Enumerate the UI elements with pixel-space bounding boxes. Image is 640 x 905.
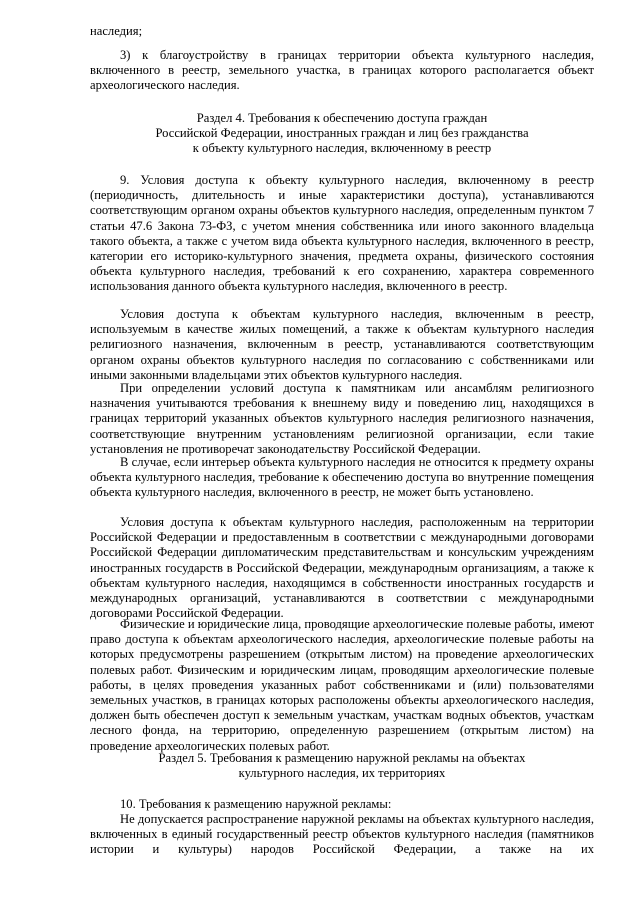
paragraph-archaeological: Физические и юридические лица, проводящие археологические полевые работы, имеют право доступа к объектам археологического наследия, археологические полевые работы на которых предусмотрены разрешением (открытым листом) на проведение археологических полевых работ. Физическим и юридическим лицам, проводящим археологические полевые работы, в целях проведения указанных работ собственниками и (или) пользователями земельных участков, в границах которых расположены объекты археологического наследия, должен быть обеспечен доступ к земельным участкам, участкам водных объектов, участкам лесного фонда, на территорию, определенную разрешением (открытым листом) на проведение археологических полевых работ. [90,617,595,753]
section-4-title-line-3: к объекту культурного наследия, включенному в реестр [192,141,492,156]
paragraph-diplomatic: Условия доступа к объектам культурного наследия, расположенным на территории Российской Федерации и предоставленным в соответствии с международными договорами Российской Федерации дипломатическим представительствам и консульским учреждениям иностранных государств в Российской Федерации, международным организациям, а также к объектам культурного наследия, находящимся в собственности иностранных государств и международных организаций, устанавливаются в соответствии с международными договорами Российской Федерации. [90,515,594,621]
paragraph-interior: В случае, если интерьер объекта культурного наследия не относится к предмету охраны объекта культурного наследия, требование к обеспечению доступа во внутренние помещения объекта культурного наследия, включенного в реестр, не может быть установлено. [90,455,594,500]
section-5-title-line-1: Раздел 5. Требования к размещению наружной рекламы на объектах [158,751,526,765]
section-5-heading [90,751,594,781]
paragraph-access-residential: Условия доступа к объектам культурного наследия, включенным в реестр, используемым в качестве жилых помещений, а также к объектам культурного наследия религиозного назначения, включенным в реестр, устанавливаются соответствующим органом охраны объектов культурного наследия по согласованию с собственниками или иными законными владельцами этих объектов культурного наследия. [90,307,594,382]
item-10: 10. Требования к размещению наружной рекламы: [120,797,392,811]
paragraph-religious-objects: При определении условий доступа к памятникам или ансамблям религиозного назначения учитываются требования к внешнему виду и поведению лиц, находящихся в границах территорий указанных объектов культурного наследия религиозного назначения, соответствующие внутренним установлениям религиозной организации, если такие установления не противоречат законодательству Российской Федерации. [90,381,594,456]
paragraph-advertising: Не допускается распространение наружной рекламы на объектах культурного наследия, включенных в единый государственный реестр объектов культурного наследия (памятников истории и культуры) народов Российской Федерации, а также на их [90,812,594,857]
item-3-paragraph: 3) к благоустройству в границах территории объекта культурного наследия, включенного в реестр, земельного участка, в границах которого располагается объект археологического наследия. [90,48,594,93]
fragment-line: наследия; [90,24,143,38]
section-4-title-line-1: Раздел 4. Требования к обеспечению доступа граждан [196,111,488,125]
section-4-title-line-2: Российской Федерации, иностранных граждан и лиц без гражданства [155,126,529,141]
section-5-title-line-2: культурного наследия, их территориях [238,766,446,781]
paragraph-9: 9. Условия доступа к объекту культурного наследия, включенному в реестр (периодичность, длительность и иные характеристики доступа), устанавливаются соответствующим органом охраны объектов культурного наследия, определенным пунктом 7 статьи 47.6 Закона 73-ФЗ, с учетом мнения собственника или иного законного владельца такого объекта, а также с учетом вида объекта культурного наследия, включенного в реестр, категории его историко-культурного значения, предмета охраны, физического состояния объекта культурного наследия, требований к его сохранению, характера современного использования данного объекта культурного наследия, включенного в реестр. [90,173,594,294]
section-4-heading [90,111,594,157]
